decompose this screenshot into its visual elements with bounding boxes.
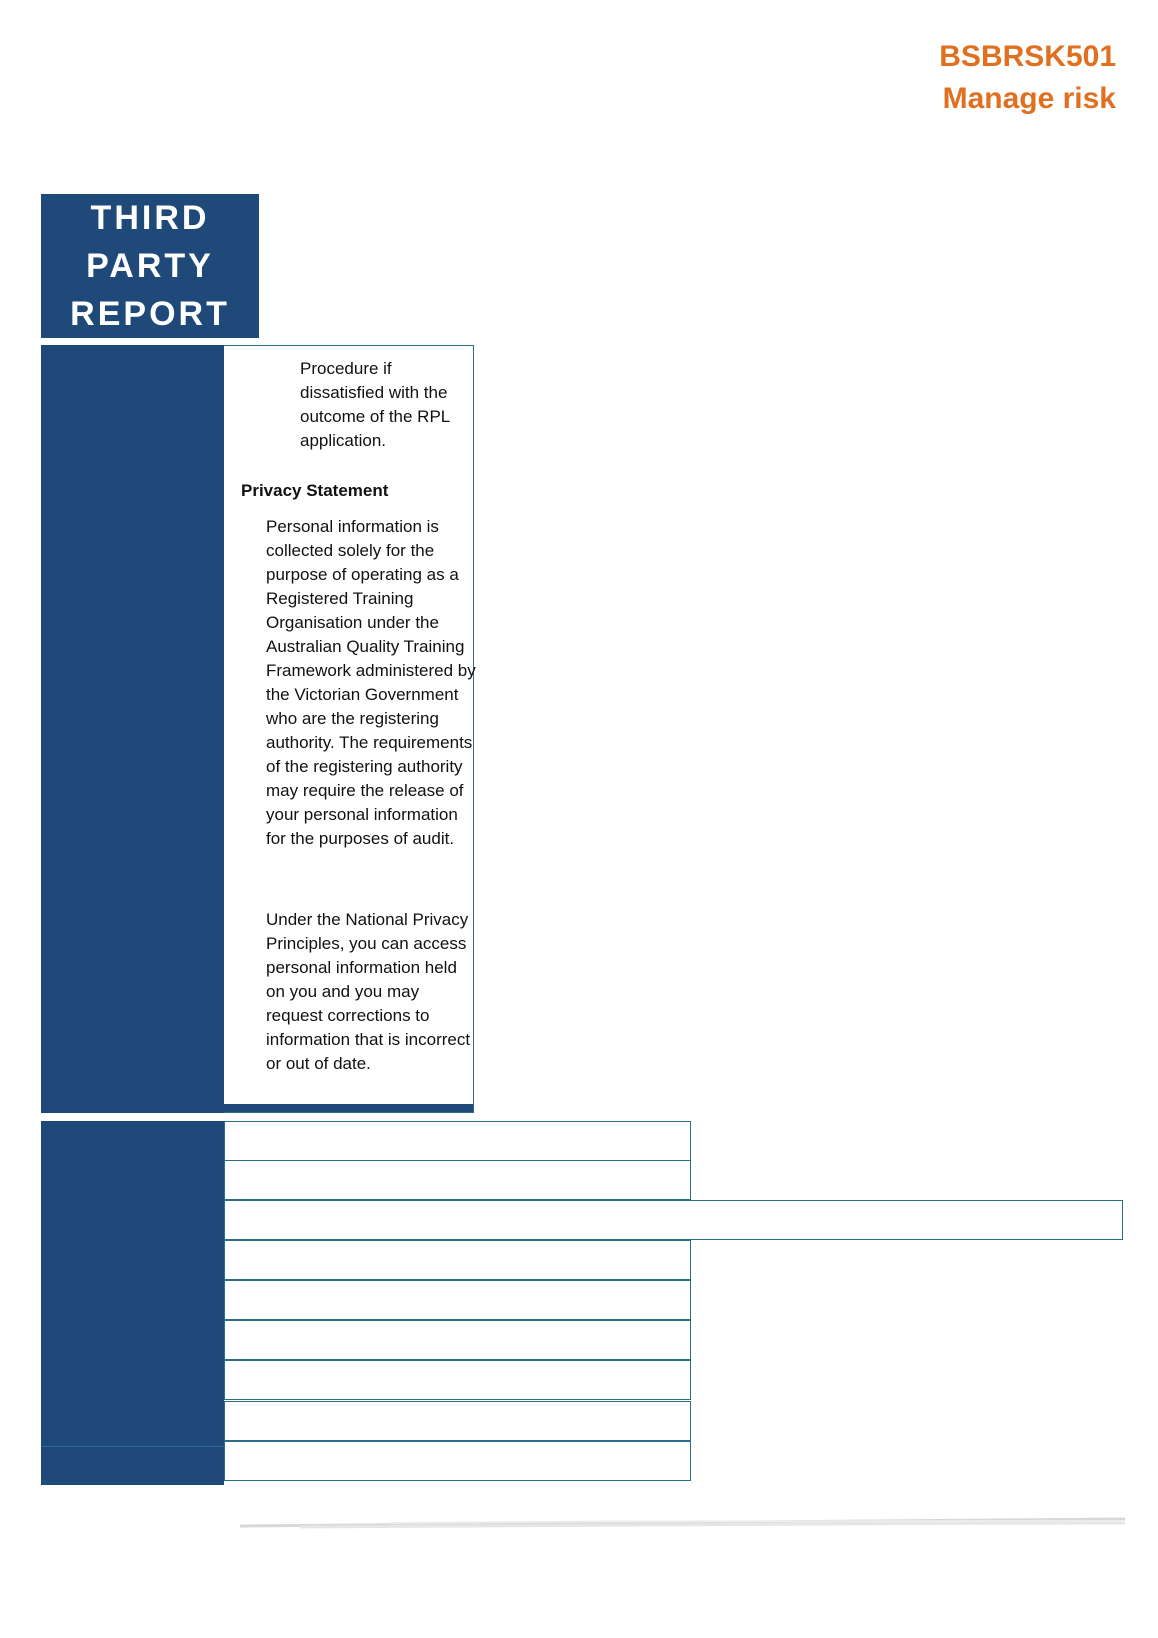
form-row-5[interactable]: [224, 1280, 691, 1320]
form-row-7[interactable]: [224, 1360, 691, 1400]
title-line-3: REPORT: [70, 295, 230, 333]
form-row-2[interactable]: [224, 1160, 691, 1200]
form-row-4[interactable]: [224, 1240, 691, 1280]
unit-title: Manage risk: [942, 82, 1116, 115]
title-line-2: PARTY: [86, 247, 214, 285]
unit-code: BSBRSK501: [939, 40, 1116, 73]
form-row-1[interactable]: [224, 1121, 691, 1161]
form-row-6[interactable]: [224, 1320, 691, 1360]
side-bar-divider: [41, 1446, 224, 1447]
form-row-8[interactable]: [224, 1401, 691, 1441]
form-row-3[interactable]: [224, 1200, 1123, 1240]
side-bar-top: [41, 345, 224, 1113]
content-cell-strip: [224, 1104, 473, 1112]
privacy-paragraph-2: Under the National Privacy Principles, you can access personal information held on you and you may request corrections to information that is incorrect or out of date.: [266, 910, 471, 1073]
privacy-heading: Privacy Statement: [241, 481, 389, 500]
decorative-brush-stroke: [240, 1517, 1125, 1529]
side-bar-bottom: [41, 1121, 224, 1485]
title-line-1: THIRD: [90, 199, 210, 237]
privacy-paragraph-1: Personal information is collected solely for the purpose of operating as a Registered Training Organisation under the Australian Quality Training Framework administered by the Victorian Government who are the registering authority. The requirements of the registering authority may require the release of your personal information for the purposes of audit.: [266, 517, 476, 848]
form-row-9[interactable]: [224, 1441, 691, 1481]
procedure-text: Procedure if dissatisfied with the outcome of the RPL application.: [300, 359, 450, 450]
report-title-box: [41, 194, 259, 338]
document-header: [939, 36, 1116, 120]
